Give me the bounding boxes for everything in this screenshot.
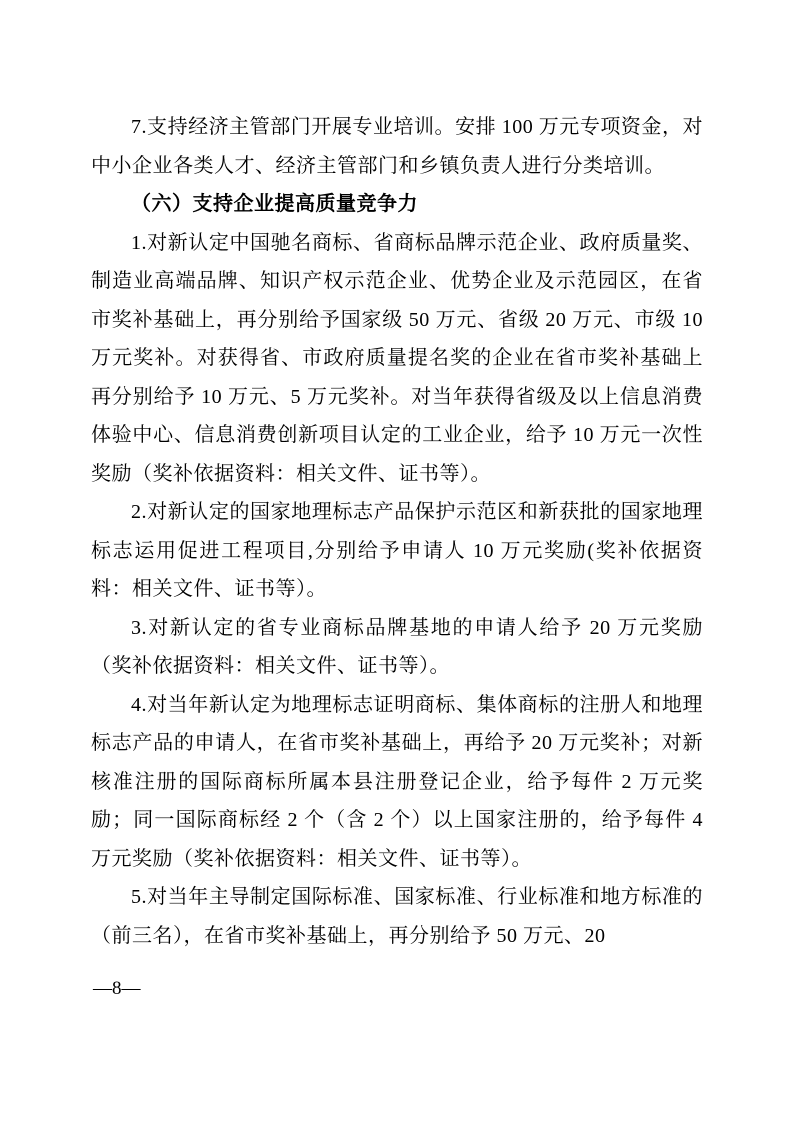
paragraph-item-5: 5.对当年主导制定国际标准、国家标准、行业标准和地方标准的（前三名），在省市奖补基础上，再分别给予 50 万元、20: [91, 886, 703, 947]
document-body: [91, 108, 703, 955]
paragraph-item-3: 3.对新认定的省专业商标品牌基地的申请人给予 20 万元奖励（奖补依据资料：相关文件、证书等）。: [91, 616, 703, 677]
page-number: —8—: [93, 978, 141, 999]
paragraph-item-4: 4.对当年新认定为地理标志证明商标、集体商标的注册人和地理标志产品的申请人，在省市奖补基础上，再给予 20 万元奖补；对新核准注册的国际商标所属本县注册登记企业，给予每件 2 万元奖励；同一国际商标经 2 个（含 2 个）以上国家注册的，给予每件 4 万元奖励（奖补依据资料：相关文件、证书等）。: [91, 693, 703, 870]
paragraph-item-7: 7.支持经济主管部门开展专业培训。安排 100 万元专项资金，对中小企业各类人才、经济主管部门和乡镇负责人进行分类培训。: [91, 116, 703, 177]
paragraph-item-2: 2.对新认定的国家地理标志产品保护示范区和新获批的国家地理标志运用促进工程项目,分别给予申请人 10 万元奖励(奖补依据资料：相关文件、证书等）。: [91, 501, 703, 600]
paragraph-item-1: 1.对新认定中国驰名商标、省商标品牌示范企业、政府质量奖、制造业高端品牌、知识产权示范企业、优势企业及示范园区，在省市奖补基础上，再分别给予国家级 50 万元、省级 20 万元、市级 10 万元奖补。对获得省、市政府质量提名奖的企业在省市奖补基础上再分别给予 10 万元、5 万元奖补。对当年获得省级及以上信息消费体验中心、信息消费创新项目认定的工业企业，给予 10 万元一次性奖励（奖补依据资料：相关文件、证书等）。: [91, 231, 703, 485]
section-heading-six: （六）支持企业提高质量竞争力: [131, 193, 418, 215]
